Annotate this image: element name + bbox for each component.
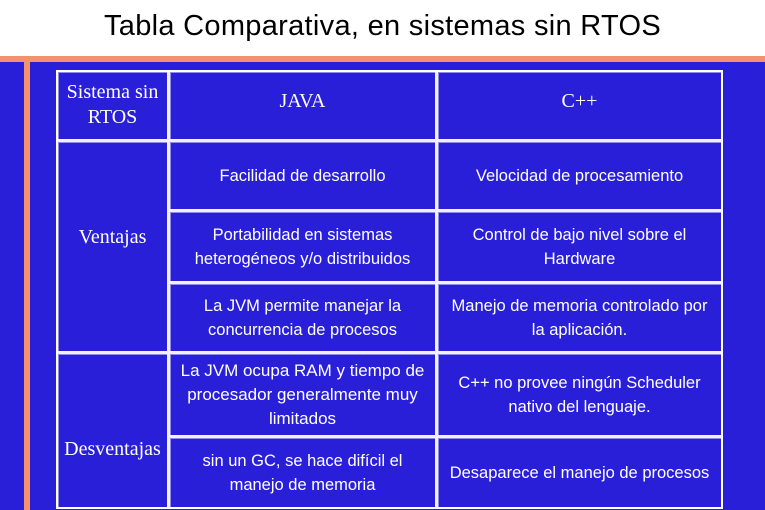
slide-title: Tabla Comparativa, en sistemas sin RTOS — [103, 10, 662, 42]
cell-cpp: Desaparece el manejo de procesos — [438, 438, 721, 507]
table-header-row — [58, 72, 721, 142]
accent-rule-vertical — [24, 62, 30, 510]
cell-java: sin un GC, se hace difícil el manejo de memoria — [170, 438, 438, 507]
header-java: JAVA — [170, 72, 438, 142]
cell-java: Portabilidad en sistemas heterogéneos y/o distribuidos — [170, 212, 438, 284]
cell-java: La JVM permite manejar la concurrencia de procesos — [170, 284, 438, 354]
cell-java: Facilidad de desarrollo — [170, 142, 438, 212]
cell-cpp: Manejo de memoria controlado por la aplicación. — [438, 284, 721, 354]
row-label-desventajas: Desventajas — [58, 354, 170, 507]
header-corner-cell: Sistema sin RTOS — [58, 72, 170, 142]
cell-cpp: C++ no provee ningún Scheduler nativo del lenguaje. — [438, 354, 721, 438]
cell-java: La JVM ocupa RAM y tiempo de procesador generalmente muy limitados — [170, 354, 438, 438]
cell-cpp: Control de bajo nivel sobre el Hardware — [438, 212, 721, 284]
table-row — [58, 354, 721, 438]
comparison-table — [58, 72, 721, 507]
header-cpp: C++ — [438, 72, 721, 142]
row-label-ventajas: Ventajas — [58, 142, 170, 354]
table-row — [58, 142, 721, 212]
cell-cpp: Velocidad de procesamiento — [438, 142, 721, 212]
